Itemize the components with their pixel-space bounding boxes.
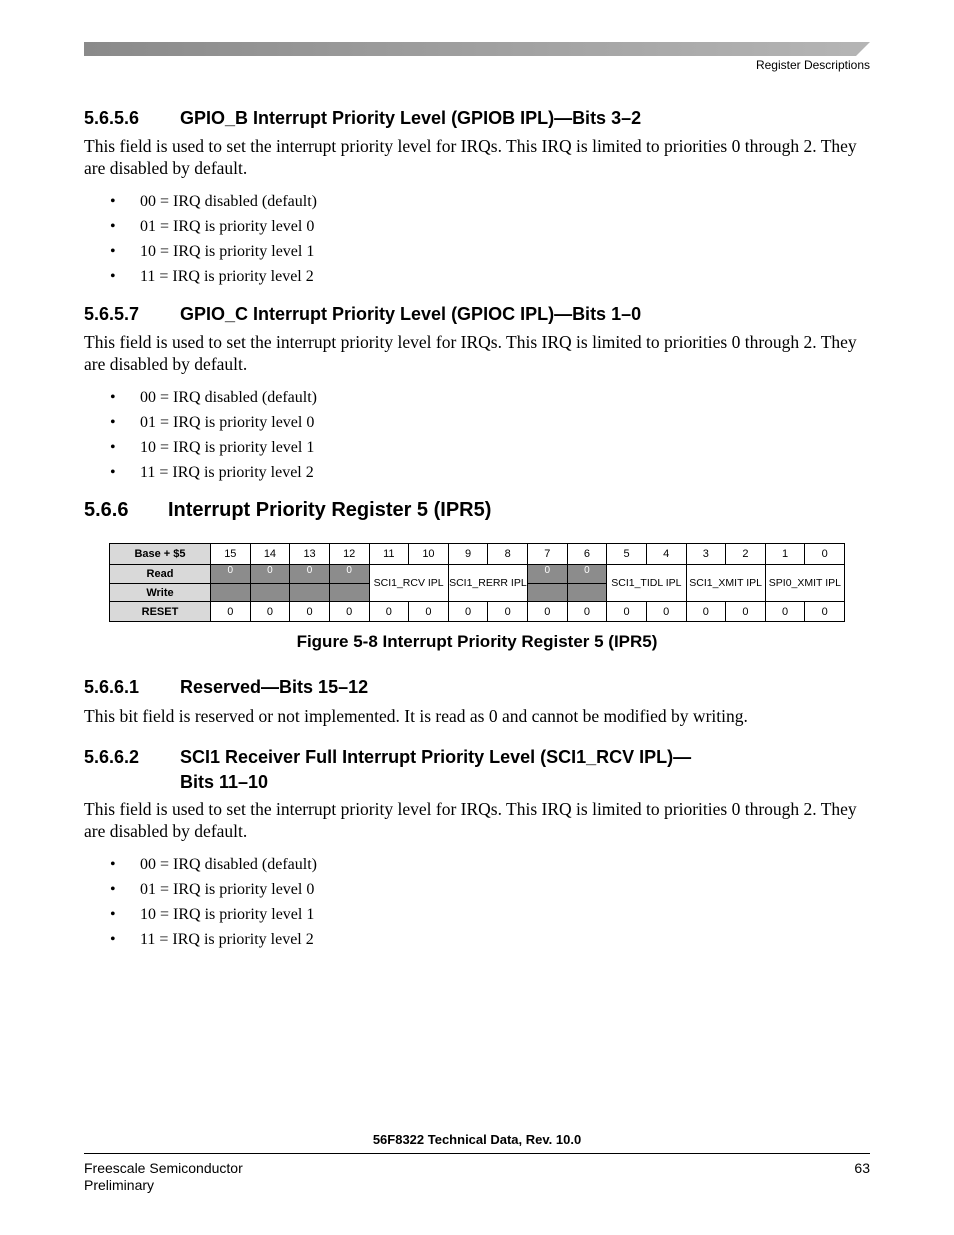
reserved-bit: 0 <box>250 565 290 584</box>
list-item: • 11 = IRQ is priority level 2 <box>110 460 317 485</box>
section-title-continued: Bits 11–10 <box>180 772 269 792</box>
figure-caption: Figure 5-8 Interrupt Priority Register 5 (IPR5) <box>296 632 658 651</box>
reset-value: 0 <box>329 602 369 622</box>
bit-number: 2 <box>726 544 766 565</box>
bit-number: 12 <box>329 544 369 565</box>
section-number: 5.6.5.7 <box>84 304 140 324</box>
field-sci1-tidl-ipl: SCI1_TIDL IPL <box>607 565 686 602</box>
bit-number: 10 <box>409 544 449 565</box>
write-label: Write <box>110 584 211 602</box>
page-number: 63 <box>854 1160 870 1176</box>
reset-value: 0 <box>290 602 330 622</box>
bit-number: 15 <box>211 544 251 565</box>
section-title: Interrupt Priority Register 5 (IPR5) <box>168 499 492 521</box>
reserved-bit: 0 <box>567 565 607 584</box>
reserved-write-bit <box>250 584 290 602</box>
reset-value: 0 <box>528 602 568 622</box>
bit-number: 8 <box>488 544 528 565</box>
bullet-list <box>110 852 317 952</box>
list-item: • 00 = IRQ disabled (default) <box>110 852 317 877</box>
reserved-write-bit <box>211 584 251 602</box>
list-item: • 01 = IRQ is priority level 0 <box>110 877 317 902</box>
reserved-write-bit <box>329 584 369 602</box>
reserved-write-bit <box>290 584 330 602</box>
paragraph: This field is used to set the interrupt priority level for IRQs. This IRQ is limited to priorities 0 through 2. They are disabled by default. <box>84 332 857 374</box>
field-spi0-xmit-ipl: SPI0_XMIT IPL <box>765 565 844 602</box>
running-header: Register Descriptions <box>755 58 870 72</box>
section-heading-sci1-rcv <box>84 745 691 795</box>
bit-number: 6 <box>567 544 607 565</box>
list-item: • 10 = IRQ is priority level 1 <box>110 902 317 927</box>
reset-value: 0 <box>686 602 726 622</box>
list-item: • 01 = IRQ is priority level 0 <box>110 410 317 435</box>
section-number: 5.6.6.1 <box>84 677 140 697</box>
reset-value: 0 <box>726 602 766 622</box>
section-heading-gpioc <box>84 304 641 325</box>
bit-number: 14 <box>250 544 290 565</box>
section-heading-reserved <box>84 677 368 698</box>
section-heading-gpiob <box>84 108 641 129</box>
list-item: • 11 = IRQ is priority level 2 <box>110 264 317 289</box>
paragraph: This bit field is reserved or not implemented. It is read as 0 and cannot be modified by writing. <box>84 706 748 726</box>
base-address-label: Base + $5 <box>110 544 211 565</box>
section-title: GPIO_C Interrupt Priority Level (GPIOC IPL)—Bits 1–0 <box>180 304 642 324</box>
section-title: GPIO_B Interrupt Priority Level (GPIOB IPL)—Bits 3–2 <box>180 108 642 128</box>
field-sci1-xmit-ipl: SCI1_XMIT IPL <box>686 565 765 602</box>
bit-number: 1 <box>765 544 805 565</box>
footer-left <box>84 1160 243 1194</box>
bullet-list <box>110 189 317 289</box>
paragraph: This field is used to set the interrupt priority level for IRQs. This IRQ is limited to priorities 0 through 2. They are disabled by default. <box>84 136 857 178</box>
section-title: Reserved—Bits 15–12 <box>180 677 369 697</box>
footer-divider <box>84 1153 870 1154</box>
bit-number: 3 <box>686 544 726 565</box>
section-number: 5.6.6.2 <box>84 747 140 767</box>
reserved-bit: 0 <box>528 565 568 584</box>
reset-value: 0 <box>448 602 488 622</box>
reset-value: 0 <box>646 602 686 622</box>
bit-number: 9 <box>448 544 488 565</box>
reset-value: 0 <box>369 602 409 622</box>
reserved-bit: 0 <box>211 565 251 584</box>
bit-number: 0 <box>805 544 845 565</box>
footer-doc-title: 56F8322 Technical Data, Rev. 10.0 <box>372 1132 582 1147</box>
reset-value: 0 <box>211 602 251 622</box>
list-item: • 01 = IRQ is priority level 0 <box>110 214 317 239</box>
list-item: • 00 = IRQ disabled (default) <box>110 385 317 410</box>
paragraph: This field is used to set the interrupt priority level for IRQs. This IRQ is limited to priorities 0 through 2. They are disabled by default. <box>84 799 857 841</box>
header-bar <box>84 42 870 56</box>
reserved-write-bit <box>528 584 568 602</box>
bit-number: 13 <box>290 544 330 565</box>
reserved-write-bit <box>567 584 607 602</box>
bit-number: 5 <box>607 544 647 565</box>
register-diagram-table <box>109 543 845 622</box>
footer-company: Freescale Semiconductor <box>84 1160 243 1176</box>
reset-row <box>110 602 845 622</box>
reset-value: 0 <box>607 602 647 622</box>
section-heading-ipr5 <box>84 499 491 522</box>
reset-value: 0 <box>488 602 528 622</box>
reserved-bit: 0 <box>329 565 369 584</box>
bit-number: 11 <box>369 544 409 565</box>
list-item: • 10 = IRQ is priority level 1 <box>110 435 317 460</box>
reset-value: 0 <box>805 602 845 622</box>
bullet-list <box>110 385 317 485</box>
section-number: 5.6.5.6 <box>84 108 140 128</box>
bit-number: 7 <box>528 544 568 565</box>
bit-number: 4 <box>646 544 686 565</box>
read-row <box>110 565 845 584</box>
footer-status: Preliminary <box>84 1177 155 1193</box>
field-sci1-rerr-ipl: SCI1_RERR IPL <box>448 565 527 602</box>
reset-value: 0 <box>250 602 290 622</box>
reset-value: 0 <box>765 602 805 622</box>
section-title: SCI1 Receiver Full Interrupt Priority Level (SCI1_RCV IPL)— <box>180 747 692 767</box>
section-number: 5.6.6 <box>84 499 129 521</box>
reset-value: 0 <box>567 602 607 622</box>
reserved-bit: 0 <box>290 565 330 584</box>
list-item: • 10 = IRQ is priority level 1 <box>110 239 317 264</box>
reset-label: RESET <box>110 602 211 622</box>
reset-value: 0 <box>409 602 449 622</box>
list-item: • 11 = IRQ is priority level 2 <box>110 927 317 952</box>
bit-number-row <box>110 544 845 565</box>
field-sci1-rcv-ipl: SCI1_RCV IPL <box>369 565 448 602</box>
list-item: • 00 = IRQ disabled (default) <box>110 189 317 214</box>
read-label: Read <box>110 565 211 584</box>
